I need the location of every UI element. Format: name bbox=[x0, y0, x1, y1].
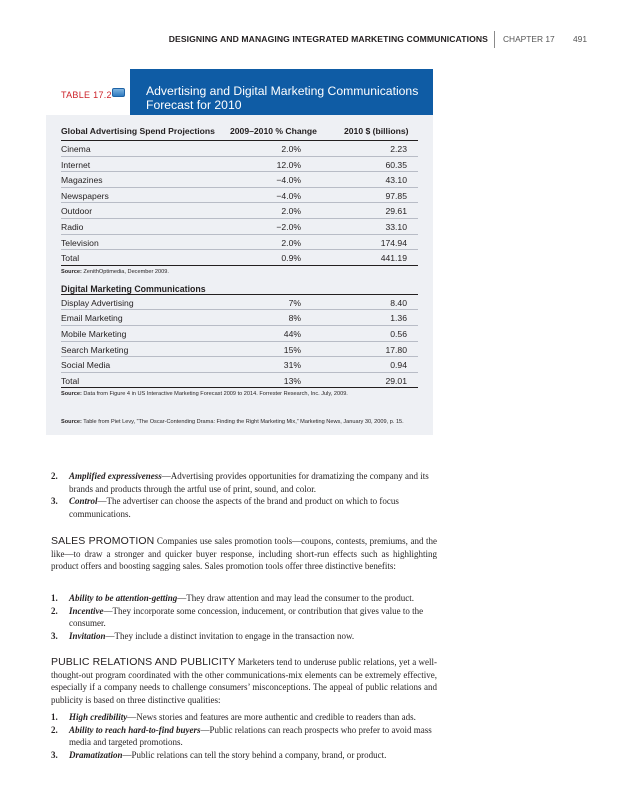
list-item: 2. Incentive—They incorporate some concession, inducement, or contribution that gives value to the consumer. bbox=[51, 605, 424, 629]
sales-promotion-list bbox=[51, 592, 437, 642]
table-section-title: Digital Marketing Communications bbox=[61, 280, 418, 295]
table-row: Mobile Marketing 44% 0.56 bbox=[61, 326, 418, 342]
section-heading: SALES PROMOTION bbox=[51, 535, 155, 547]
table-row: Television 2.0% 174.94 bbox=[61, 235, 418, 251]
table-row: Outdoor 2.0% 29.61 bbox=[61, 203, 418, 219]
table-header bbox=[46, 69, 433, 115]
running-head bbox=[0, 34, 623, 46]
list-item: 1. High credibility—News stories and features are more authentic and credible to readers than ads. bbox=[51, 712, 416, 722]
section-heading: PUBLIC RELATIONS AND PUBLICITY bbox=[51, 656, 236, 668]
table-row-total: Total 0.9% 441.19 bbox=[61, 250, 418, 266]
page-number: 491 bbox=[573, 34, 587, 44]
advertising-benefits-list bbox=[51, 470, 437, 520]
table-body bbox=[61, 124, 418, 402]
list-item: 3. Dramatization—Public relations can tell the story behind a company, brand, or product. bbox=[51, 749, 387, 760]
public-relations-list bbox=[51, 711, 437, 761]
table-row: Search Marketing 15% 17.80 bbox=[61, 342, 418, 358]
list-item: 1. Ability to be attention-getting—They draw attention and may lead the consumer to the product. bbox=[51, 593, 414, 603]
column-header: 2009–2010 % Change bbox=[230, 126, 317, 136]
table-row: Social Media 31% 0.94 bbox=[61, 357, 418, 373]
table-row: Display Advertising 7% 8.40 bbox=[61, 295, 418, 311]
list-item: 3. Control—The advertiser can choose the aspects of the brand and product on which to focus communications. bbox=[51, 496, 399, 519]
table-row: Cinema 2.0% 2.23 bbox=[61, 141, 418, 157]
column-header: Global Advertising Spend Projections bbox=[61, 126, 215, 136]
table-row: Magazines −4.0% 43.10 bbox=[61, 172, 418, 188]
table-row: Internet 12.0% 60.35 bbox=[61, 157, 418, 173]
table-title: Advertising and Digital Marketing Communications Forecast for 2010 bbox=[146, 84, 419, 112]
table-row-total: Total 13% 29.01 bbox=[61, 373, 418, 389]
list-item: 3. Invitation—They include a distinct invitation to engage in the transaction now. bbox=[51, 630, 355, 641]
table-17-2 bbox=[46, 69, 433, 435]
sales-promotion-paragraph: SALES PROMOTION Companies use sales promotion tools—coupons, contests, premiums, and the like—to draw a stronger and quicker buyer response, including short-run effects such as highlighting product offers and boosting sagging sales. Sales promotion tools offer three distinctive benefits: bbox=[51, 535, 437, 572]
public-relations-paragraph: PUBLIC RELATIONS AND PUBLICITY Marketers tend to underuse public relations, yet a well-thought-out program coordinated with the other communications-mix elements can be extremely effective, especially if a company needs to challenge consumers’ misconceptions. The appeal of public relations and publicity is based on three distinctive qualities: bbox=[51, 656, 437, 705]
running-head-title: DESIGNING AND MANAGING INTEGRATED MARKETING COMMUNICATIONS bbox=[168, 34, 488, 44]
list-item: 2. Amplified expressiveness—Advertising provides opportunities for dramatizing the company and its brands and products through the artful use of print, sound, and color. bbox=[51, 471, 429, 494]
list-item: 2. Ability to reach hard-to-find buyers—Public relations can reach prospects who prefer to avoid mass media and targeted promotions. bbox=[51, 724, 432, 748]
table-tab-icon bbox=[112, 88, 125, 97]
table-label: TABLE 17.2 bbox=[61, 90, 112, 100]
chapter-label: CHAPTER 17 bbox=[503, 34, 555, 44]
table-source-note: Source: Table from Piet Levy, “The Oscar-Contending Drama: Finding the Right Marketing Mix,” Marketing News, January 30, 2009, p. 15. bbox=[61, 419, 404, 425]
table-source-note: Source: ZenithOptimedia, December 2009. bbox=[61, 268, 169, 275]
table-row: Radio −2.0% 33.10 bbox=[61, 219, 418, 235]
table-row: Email Marketing 8% 1.36 bbox=[61, 310, 418, 326]
column-header: 2010 $ (billions) bbox=[344, 126, 409, 136]
column-headers bbox=[61, 124, 418, 141]
running-head-divider bbox=[494, 31, 495, 48]
table-source-note: Source: Data from Figure 4 in US Interactive Marketing Forecast 2009 to 2014. Forrester Research, Inc. July, 2009. bbox=[61, 391, 348, 398]
table-row: Newspapers −4.0% 97.85 bbox=[61, 188, 418, 204]
